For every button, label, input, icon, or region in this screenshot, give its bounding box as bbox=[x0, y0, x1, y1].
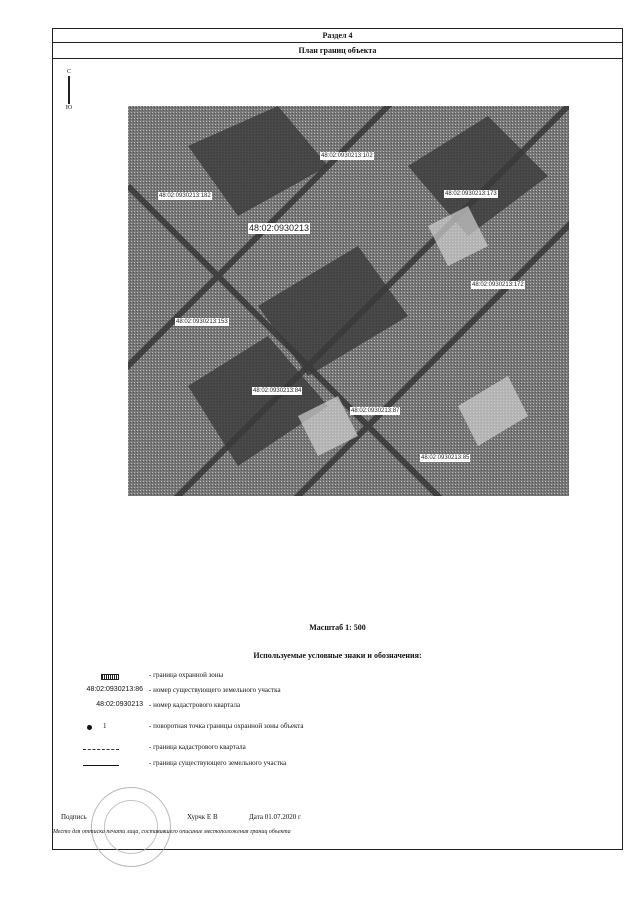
parcel-label: 48:02:0930213:85 bbox=[421, 455, 470, 461]
north-arrow-icon bbox=[68, 76, 70, 104]
north-label: С bbox=[66, 69, 71, 75]
legend-symbol: 48:02:0930213 bbox=[96, 701, 143, 708]
zone-boundary-icon bbox=[101, 674, 119, 680]
legend-text: - граница кадастрового квартала bbox=[149, 743, 246, 751]
south-label: Ю bbox=[65, 105, 73, 111]
quarter-label: 48:02:0930213 bbox=[249, 223, 310, 233]
legend-row bbox=[53, 701, 622, 713]
legend-row bbox=[53, 743, 622, 755]
legend-title: Используемые условные знаки и обозначения: bbox=[253, 651, 422, 660]
legend-text: - граница охранной зоны bbox=[149, 671, 224, 679]
parcel-boundary-icon bbox=[83, 765, 119, 766]
map-scale: Масштаб 1: 500 bbox=[309, 623, 366, 632]
signature-date: Дата 01.07.2020 г bbox=[249, 813, 301, 821]
legend-symbol: 1 bbox=[103, 722, 107, 730]
parcel-label: 48:02:0930213:84 bbox=[253, 388, 302, 394]
parcel-label: 48:02:0930213:102 bbox=[321, 153, 373, 159]
document-frame bbox=[52, 28, 623, 850]
legend-text: - граница существующего земельного участка bbox=[149, 759, 287, 767]
north-arrow bbox=[63, 69, 75, 111]
legend-row bbox=[53, 671, 622, 683]
legend-symbol: 48:02:0930213:86 bbox=[86, 686, 143, 693]
parcel-label: 48:02:0930213:182 bbox=[159, 193, 211, 199]
stamp-place-caption: Место для оттиска печати лица, составившего описание местоположения границ объекта bbox=[53, 829, 291, 835]
parcel-label: 48:02:0930213:153 bbox=[176, 319, 228, 325]
quarter-boundary-icon bbox=[83, 749, 119, 750]
section-header: Раздел 4 bbox=[53, 29, 622, 43]
parcel-label: 48:02:0930213:172 bbox=[472, 282, 524, 288]
legend-text: - номер кадастрового квартала bbox=[149, 701, 241, 709]
seal-stamp bbox=[91, 787, 171, 867]
parcel-label: 48:02:0930213:173 bbox=[445, 191, 497, 197]
map-image bbox=[128, 106, 569, 496]
parcel-label: 48:02:0930213:87 bbox=[351, 408, 400, 414]
legend-text: - номер существующего земельного участка bbox=[149, 686, 281, 694]
aerial-photo bbox=[128, 106, 569, 496]
signer-name: Хурчк Е В bbox=[187, 813, 218, 821]
page-title: План границ объекта bbox=[53, 43, 622, 59]
legend-row bbox=[53, 686, 622, 698]
legend-row bbox=[53, 722, 622, 734]
turn-point-icon bbox=[87, 725, 92, 730]
signature-label: Подпись bbox=[61, 813, 87, 821]
legend-text: - поворотная точка границы охранной зоны объекта bbox=[149, 722, 304, 730]
legend-row bbox=[53, 759, 622, 771]
